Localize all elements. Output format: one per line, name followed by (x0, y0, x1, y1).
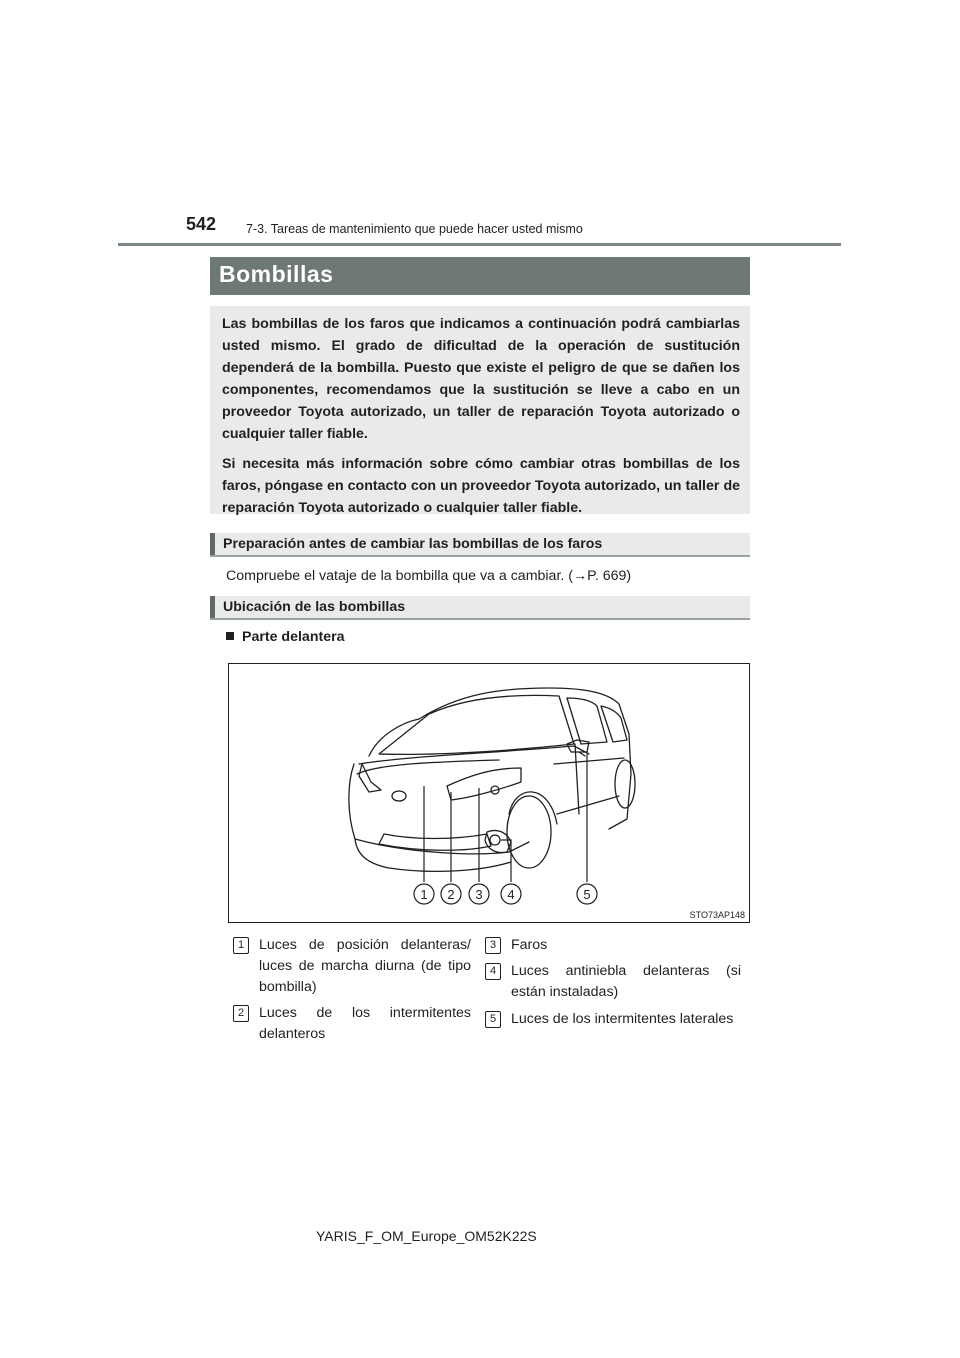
legend-text-3: Faros (511, 937, 548, 953)
legend-item-2 (237, 1003, 471, 1045)
fog-light (490, 835, 500, 845)
legend-item-3 (489, 935, 741, 956)
front-wheel (507, 796, 551, 868)
windshield (379, 695, 574, 754)
logo-emblem (392, 791, 406, 801)
title-bar (210, 257, 750, 295)
callout-number-3: 3 (475, 887, 483, 902)
header-rule (118, 243, 841, 246)
legend-number-5: 5 (485, 1011, 501, 1028)
legend-number-2: 2 (233, 1005, 249, 1022)
legend-text-2: Luces de los intermitentes delanteros (259, 1005, 471, 1042)
heading-marker (210, 596, 215, 618)
legend-number-4: 4 (485, 963, 501, 980)
rear-wheel (615, 760, 635, 808)
figure-code: STO73AP148 (689, 910, 745, 920)
legend-text-4: Luces antiniebla delanteras (si están instaladas) (511, 963, 741, 1000)
right-headlight (447, 768, 521, 800)
car-windshield-base (369, 719, 419, 756)
legend-text-1: Luces de posición delanteras/ luces de marcha diurna (de tipo bombilla) (259, 937, 471, 995)
document-footer: YARIS_F_OM_Europe_OM52K22S (316, 1228, 537, 1244)
intro-box (210, 306, 750, 514)
front-section-label-text: Parte delantera (242, 629, 345, 645)
section-header: 7-3. Tareas de mantenimiento que puede hacer usted mismo (246, 222, 583, 236)
legend-item-5 (489, 1009, 741, 1030)
callout-number-5: 5 (583, 887, 591, 902)
legend-text-5: Luces de los intermitentes laterales (511, 1011, 734, 1027)
door-line (575, 744, 579, 814)
callout-number-4: 4 (507, 887, 515, 902)
sill-line (557, 796, 619, 814)
preparation-heading (210, 533, 750, 557)
square-bullet-icon (226, 632, 234, 640)
page-number: 542 (186, 214, 217, 234)
preparation-text: Compruebe el vataje de la bombilla que va a cambiar. (→P. 669) (226, 568, 632, 584)
preparation-heading-text: Preparación antes de cambiar las bombillas de los faros (223, 536, 603, 552)
legend-number-3: 3 (485, 937, 501, 954)
front-section-label (226, 629, 345, 645)
front-side-window (567, 698, 607, 744)
location-heading (210, 596, 750, 620)
legend-item-1 (237, 935, 471, 998)
side-crease (554, 758, 624, 764)
page-title: Bombillas (219, 261, 334, 287)
legend-item-4 (489, 961, 741, 1003)
legend-number-1: 1 (233, 937, 249, 954)
car-illustration (229, 664, 749, 922)
car-front-figure (228, 663, 750, 923)
hood-crease (357, 760, 499, 774)
callout-number-1: 1 (420, 887, 428, 902)
heading-marker (210, 533, 215, 555)
intro-paragraph-1: Las bombillas de los faros que indicamos a continuación podrá cambiarlas usted mismo. El grado de dificultad de la operación de sustitución dependerá de la bombilla. Puesto que existe el peligro de que se dañen los componentes, recomendamos que la sustitución se lleve a cabo en un proveedor Toyota autorizado, un taller de reparación Toyota autorizado o cualquier taller fiable. (222, 316, 740, 442)
location-heading-text: Ubicación de las bombillas (223, 599, 406, 615)
intro-paragraph-2: Si necesita más información sobre cómo cambiar otras bombillas de los faros, póngase en contacto con un proveedor Toyota autorizado, un taller de reparación Toyota autorizado o cualquier taller fiable. (222, 456, 740, 516)
callout-number-2: 2 (447, 887, 455, 902)
